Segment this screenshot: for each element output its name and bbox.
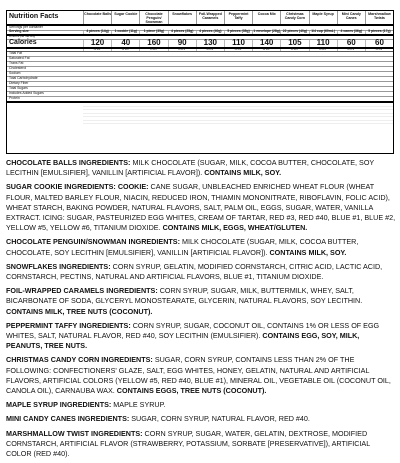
ingredient-list: CANE SUGAR, UNBLEACHED ENRICHED WHEAT FLOUR (WHEAT FLOUR, MALTED BARLEY FLOUR, NIACIN, REDUCED IRON, THIAMIN MONONITRATE, RIBOFLAVIN, FOLIC ACID), WHEAT STARCH, BAKING POWDER, NATURAL FLAVORS, SALT, PALM OIL, EGGS, SUGAR, WATER, VANILLA EXTRACT. ICING: SUGAR, PASTEURIZED EGG WHITES, CREAM OF TARTAR, RED #3, RED #40, BLUE #1, BLUE #2, YELLOW #5, YELLOW #6, TITANIUM DIOXIDE. [6, 182, 396, 233]
dv-header: % DV* [224, 49, 252, 52]
serving-size-value: 4 pieces (14g) [83, 31, 111, 34]
ingredient-paragraph [6, 158, 396, 178]
serving-size-value: 1 cookie (11g) [111, 31, 139, 34]
product-column-header: Peppermint Taffy [224, 11, 252, 24]
nutrient-label: Total Carbohydrate [9, 76, 38, 81]
serving-size-label: Serving size [9, 29, 29, 34]
calories-value: 90 [168, 40, 196, 47]
nutrition-header-row [7, 11, 393, 26]
nutrition-facts-table [6, 10, 394, 154]
nutrition-title: Nutrition Facts [9, 13, 59, 20]
calories-row [7, 37, 393, 49]
ingredient-heading: MINI CANDY CANES INGREDIENTS: [6, 414, 130, 424]
serving-size-value: 5 pieces (17g) [365, 31, 393, 34]
ingredient-list: MILK CHOCOLATE (SUGAR, MILK, COCOA BUTTER, CHOCOLATE, SOY LECITHIN [EMULSIFIER], VANILLIN [ARTIFICIAL FLAVOR]). [6, 158, 375, 178]
serving-size-value: 4 pieces (25g) [168, 31, 196, 34]
ingredient-heading: CHOCOLATE BALLS INGREDIENTS: [6, 158, 131, 167]
nutrient-label: Cholesterol [9, 66, 27, 71]
allergen-statement: CONTAINS MILK, EGGS, WHEAT/GLUTEN. [162, 223, 308, 233]
footnote-text [7, 103, 83, 124]
calories-value: 60 [337, 40, 365, 47]
serving-size-value: 5 pieces (35g) [224, 31, 252, 34]
calories-value: 160 [139, 40, 167, 47]
calories-label: Calories [9, 39, 37, 47]
ingredient-paragraph [6, 286, 396, 317]
allergen-statement: CONTAINS MILK, TREE NUTS (COCONUT). [6, 306, 153, 316]
ingredient-heading: CHRISTMAS CANDY CORN INGREDIENTS: [6, 355, 153, 365]
product-column-header: Chocolate Balls [83, 11, 111, 24]
calories-value: 40 [111, 40, 139, 47]
product-column-header: Cocoa Mix [252, 11, 280, 24]
nutrient-label: Protein [9, 96, 20, 101]
dv-header: % DV* [168, 49, 196, 52]
dv-header: % DV* [280, 49, 308, 52]
dv-header: % DV* [196, 49, 224, 52]
ingredient-paragraph [6, 182, 396, 233]
serving-size-value: 4 pieces (40g) [196, 31, 224, 34]
ingredient-list: CORN SYRUP, GELATIN, MODIFIED CORNSTARCH, CITRIC ACID, LACTIC ACID, CORNSTARCH, PECTINS, NATURAL AND ARTIFICIAL FLAVORS, BLUE #1, TITANIUM DIOXIDE. [6, 261, 383, 282]
serving-size-value: 4 canes (36g) [337, 31, 365, 34]
ingredient-heading: SUGAR COOKIE INGREDIENTS: COOKIE: [6, 182, 149, 192]
allergen-statement: CONTAINS MILK, SOY. [204, 168, 282, 178]
calories-value: 140 [252, 40, 280, 47]
product-column-header: Marshmallow Twists [365, 11, 393, 24]
allergen-statement: CONTAINS EGGS, TREE NUTS (COCONUT). [116, 386, 267, 396]
ingredient-list: SUGAR, CORN SYRUP, NATURAL FLAVOR, RED #40. [129, 414, 310, 424]
calories-value: 60 [365, 40, 393, 47]
nutrient-label: Sodium [9, 71, 21, 76]
ingredient-list: CORN SYRUP, SUGAR, WATER, GELATIN, DEXTROSE, MODIFIED CORNSTARCH, ARTIFICIAL FLAVOR (STRAWBERRY, POTASSIUM, SORBATE [PRESERVATIVE]), ARTIFICIAL COLOR (RED #40). [6, 428, 370, 459]
calories-value: 120 [83, 40, 111, 47]
dv-header: % DV* [139, 49, 167, 52]
calories-value: 105 [280, 40, 308, 47]
ingredient-paragraph [6, 321, 396, 352]
serving-size-value: 22 pieces (40g) [280, 31, 308, 34]
product-column-header: Chocolate Penguin/ Snowman [139, 11, 167, 24]
nutrient-label: Trans Fat [9, 61, 24, 66]
ingredient-paragraph [6, 400, 396, 410]
allergen-statement: CONTAINS EGG, SOY, MILK, PEANUTS, TREE NUTS. [6, 331, 360, 351]
dv-header: % DV* [365, 49, 393, 52]
ingredient-list: SUGAR, CORN SYRUP, CONTAINS LESS THAN 2% OF THE FOLLOWING: CONFECTIONERS' GLAZE, SALT, EGG WHITES, HONEY, GELATIN, NATURAL AND ARTIFICIAL FLAVORS, ARTIFICIAL COLORS (YELLOW #5, RED #40, BLUE #1), MINERAL OIL, VEGETABLE OIL (COCONUT OIL, CANOLA OIL), CARNAUBA WAX. [6, 355, 391, 396]
nutrient-label: Total Fat [9, 51, 23, 56]
calories-value: 110 [309, 40, 337, 47]
product-column-header: Maple Syrup [309, 11, 337, 24]
nutrient-label: Includes Added Sugars [9, 91, 44, 96]
nutrient-label: Dietary Fiber [9, 81, 29, 86]
calories-value: 110 [224, 40, 252, 47]
product-column-header: Christmas Candy Corn [280, 11, 308, 24]
dv-header: % DV* [309, 49, 337, 52]
ingredient-paragraph [6, 429, 396, 460]
ingredients-section [6, 158, 396, 463]
serving-size-value: 1 piece (35g) [139, 31, 167, 34]
product-column-header: Mini Candy Canes [337, 11, 365, 24]
product-column-header: Foil-Wrapped Caramels [196, 11, 224, 24]
ingredient-list: MILK CHOCOLATE (SUGAR, MILK, COCOA BUTTER, CHOCOLATE, SOY LECITHIN [EMULSIFIER], VANILLIN [ARTIFICIAL FLAVOR]). [6, 237, 359, 257]
product-column-header: Snowflakes [168, 11, 196, 24]
nutrient-label: Saturated Fat [9, 56, 30, 61]
ingredient-heading: MAPLE SYRUP INGREDIENTS: [6, 400, 112, 410]
ingredient-list: MAPLE SYRUP. [111, 400, 166, 410]
vitamin-mineral-grid [83, 103, 393, 124]
ingredient-list: CORN SYRUP, SUGAR, MILK, BUTTERMILK, WHEY, SALT, BICARBONATE OF SODA, GLYCERYL MONOSTEARATE, GLYCERIN, NATURAL FLAVORS, SOY LECITHIN. [6, 286, 363, 306]
amount-label: Amount per serving [9, 34, 36, 39]
ingredient-heading: FOIL-WRAPPED CARAMELS INGREDIENTS: [6, 286, 158, 296]
ingredient-heading: SNOWFLAKES INGREDIENTS: [6, 261, 111, 271]
dv-header: % DV* [111, 49, 139, 52]
ingredient-paragraph [6, 414, 396, 424]
ingredient-paragraph [6, 355, 396, 396]
ingredient-heading: PEPPERMINT TAFFY INGREDIENTS: [6, 320, 131, 330]
dv-header: % DV* [337, 49, 365, 52]
nutrient-label: Total Sugars [9, 86, 28, 91]
ingredient-paragraph [6, 262, 396, 282]
product-column-header: Sugar Cookie [111, 11, 139, 24]
allergen-statement: CONTAINS MILK, SOY. [269, 247, 347, 257]
ingredient-list: CORN SYRUP, SUGAR, COCONUT OIL, CONTAINS 1% OR LESS OF EGG WHITES, SALT, NATURAL FLAVOR, RED #40, SOY LECITHIN (EMULSIFIER). [6, 320, 380, 341]
ingredient-heading: CHOCOLATE PENGUIN/SNOWMAN INGREDIENTS: [6, 237, 180, 247]
dv-header: % DV* [83, 49, 111, 52]
calories-value: 130 [196, 40, 224, 47]
serving-size-value: 1/4 cup (60mL) [309, 31, 337, 34]
ingredient-paragraph [6, 237, 396, 257]
dv-header: % DV* [252, 49, 280, 52]
ingredient-heading: MARSHMALLOW TWIST INGREDIENTS: [6, 428, 143, 438]
nutrition-footnote [7, 102, 393, 124]
serving-size-value: 1 envelope (28g) [253, 29, 280, 34]
servings-label: Servings per container [9, 24, 43, 29]
